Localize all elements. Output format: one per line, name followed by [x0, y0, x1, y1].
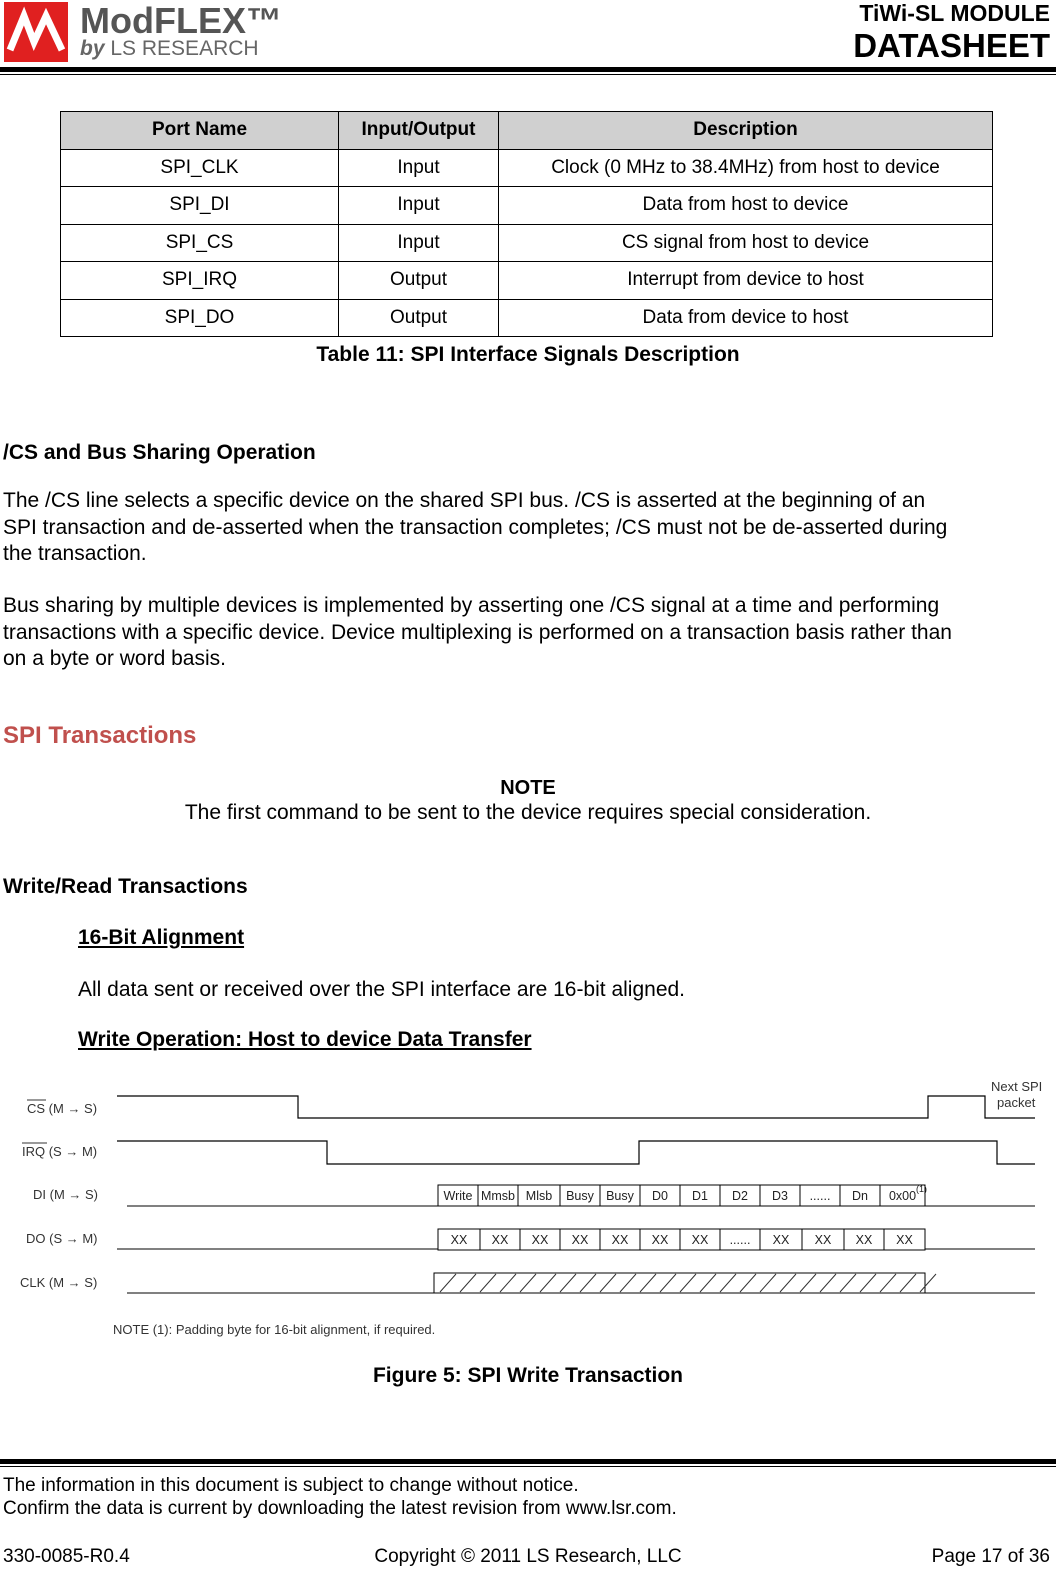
clk-hatch-stroke — [660, 1274, 676, 1292]
clk-hatch-stroke — [900, 1274, 916, 1292]
footer-rule-thick — [0, 1459, 1056, 1464]
direction-cell: Input — [339, 224, 499, 262]
clk-hatch-stroke — [500, 1274, 516, 1292]
clk-hatch-stroke — [460, 1274, 476, 1292]
clk-hatch-stroke — [620, 1274, 636, 1292]
next-packet-label-1: Next SPI — [991, 1079, 1043, 1094]
clk-hatch-stroke — [580, 1274, 596, 1292]
figure-note: NOTE (1): Padding byte for 16-bit alignment, if required. — [113, 1322, 436, 1337]
cs-paragraph-2 — [3, 593, 1051, 673]
port-name-cell: SPI_CS — [61, 224, 339, 262]
clk-hatch-stroke — [880, 1274, 896, 1292]
irq-waveform — [117, 1141, 1035, 1164]
clk-hatch-stroke — [640, 1274, 656, 1292]
spi-write-timing-diagram — [10, 1075, 1050, 1345]
cs-waveform — [117, 1096, 1035, 1118]
module-name: TiWi-SL MODULE — [859, 0, 1050, 26]
di-cell-label: Busy — [566, 1189, 594, 1203]
clk-hatch-stroke — [440, 1274, 456, 1292]
note-title: NOTE — [500, 777, 556, 799]
clk-hatch-stroke — [480, 1274, 496, 1292]
header-description: Description — [499, 112, 993, 150]
do-cells-group — [451, 1229, 914, 1250]
do-cell-label: XX — [896, 1233, 913, 1247]
di-cell-label: Write — [443, 1189, 473, 1203]
di-cell-label: Mmsb — [480, 1189, 516, 1203]
di-cell-label: ...... — [809, 1189, 831, 1203]
header-rule-thick — [0, 67, 1056, 72]
description-cell: Data from host to device — [499, 187, 993, 225]
port-name-cell: SPI_CLK — [61, 149, 339, 187]
direction-cell: Output — [339, 262, 499, 300]
do-cell-label: XX — [651, 1233, 669, 1247]
table-row — [61, 187, 993, 225]
do-bus-frame — [438, 1229, 925, 1250]
description-cell: Data from device to host — [499, 299, 993, 337]
direction-cell: Output — [339, 299, 499, 337]
do-cell-label: XX — [691, 1233, 709, 1247]
footer-notice-2: Confirm the data is current by downloading the latest revision from www.lsr.com. — [3, 1498, 677, 1519]
header-rule-thin — [0, 74, 1056, 75]
brand-sub — [80, 37, 259, 61]
do-cell-label: XX — [571, 1233, 589, 1247]
table-row — [61, 149, 993, 187]
spi-signal-table — [60, 111, 993, 337]
clk-hatch-stroke — [780, 1274, 796, 1292]
di-cells-group — [444, 1184, 927, 1206]
clk-hatch-stroke — [800, 1274, 816, 1292]
brand-name: ModFLEX™ — [80, 0, 282, 41]
table-row — [61, 224, 993, 262]
do-cell-label: XX — [855, 1233, 873, 1247]
footer-notice-1: The information in this document is subject to change without notice. — [3, 1475, 579, 1496]
clk-hatch-stroke — [520, 1274, 536, 1292]
description-cell: Interrupt from device to host — [499, 262, 993, 300]
di-cell-label: D0 — [652, 1189, 668, 1203]
paragraph-line: SPI transaction and de-asserted when the transaction completes; /CS must not be de-asserted during — [3, 515, 948, 539]
cs-signal-label: CS (M → S) — [27, 1101, 98, 1116]
brand-by: by — [80, 37, 105, 60]
clk-hatch-stroke — [540, 1274, 556, 1292]
next-packet-label-2: packet — [997, 1095, 1036, 1110]
clk-hatch-stroke — [680, 1274, 696, 1292]
di-cell-label: Mlsb — [525, 1189, 553, 1203]
cs-section-title: /CS and Bus Sharing Operation — [3, 441, 316, 464]
clk-hatch-group — [440, 1274, 936, 1292]
di-cell-label: D1 — [692, 1189, 708, 1203]
port-name-cell: SPI_IRQ — [61, 262, 339, 300]
doc-number: 330-0085-R0.4 — [3, 1546, 130, 1567]
clk-hatch-stroke — [820, 1274, 836, 1292]
direction-cell: Input — [339, 187, 499, 225]
di-cell-label: Dn — [852, 1189, 868, 1203]
clk-hatch-stroke — [840, 1274, 856, 1292]
paragraph-line: Bus sharing by multiple devices is implemented by asserting one /CS signal at a time and performing — [3, 594, 940, 617]
description-cell: CS signal from host to device — [499, 224, 993, 262]
spi-transactions-title: SPI Transactions — [3, 722, 197, 749]
figure-caption: Figure 5: SPI Write Transaction — [372, 1364, 684, 1387]
do-cell-label: XX — [491, 1233, 509, 1247]
description-cell: Clock (0 MHz to 38.4MHz) from host to device — [499, 149, 993, 187]
header-input-output: Input/Output — [339, 112, 499, 150]
di-cell-label: Busy — [606, 1189, 634, 1203]
clk-hatch-stroke — [920, 1274, 936, 1292]
port-name-cell: SPI_DI — [61, 187, 339, 225]
do-cell-label: ...... — [729, 1233, 751, 1247]
clk-hatch-stroke — [860, 1274, 876, 1292]
alignment-text: All data sent or received over the SPI interface are 16-bit aligned. — [78, 978, 686, 1001]
direction-cell: Input — [339, 149, 499, 187]
alignment-title: 16-Bit Alignment — [78, 926, 245, 949]
copyright: Copyright © 2011 LS Research, LLC — [374, 1546, 682, 1567]
table-caption: Table 11: SPI Interface Signals Description — [316, 343, 740, 366]
di-signal-label: DI (M → S) — [33, 1187, 98, 1202]
note-text: The first command to be sent to the device requires special consideration. — [184, 801, 872, 824]
brand-company: LS RESEARCH — [110, 37, 259, 60]
port-name-cell: SPI_DO — [61, 299, 339, 337]
do-cell-label: XX — [531, 1233, 549, 1247]
table-row — [61, 262, 993, 300]
table-header-row — [61, 112, 993, 150]
header-port-name: Port Name — [61, 112, 339, 150]
di-cell-label: D2 — [732, 1189, 748, 1203]
do-cell-label: XX — [450, 1233, 468, 1247]
paragraph-line: on a byte or word basis. — [3, 647, 226, 670]
di-padding-superscript: (1) — [916, 1184, 927, 1194]
table-row — [61, 299, 993, 337]
doc-type: DATASHEET — [853, 27, 1050, 64]
page-header — [0, 0, 1056, 76]
clk-hatch-stroke — [740, 1274, 756, 1292]
di-cell-label: D3 — [772, 1189, 788, 1203]
cs-paragraph-1 — [3, 488, 1051, 568]
clk-hatch-stroke — [720, 1274, 736, 1292]
clk-hatch-stroke — [560, 1274, 576, 1292]
paragraph-line: the transaction. — [3, 542, 147, 565]
write-operation-title: Write Operation: Host to device Data Transfer — [78, 1028, 532, 1051]
write-read-title: Write/Read Transactions — [3, 875, 248, 898]
footer-rule-thin — [0, 1466, 1056, 1467]
clk-hatch-stroke — [600, 1274, 616, 1292]
do-cell-label: XX — [772, 1233, 790, 1247]
clk-hatch-stroke — [760, 1274, 776, 1292]
di-cell-label: 0x00 — [888, 1189, 917, 1203]
do-cell-label: XX — [611, 1233, 629, 1247]
clk-signal-label: CLK (M → S) — [20, 1275, 98, 1290]
irq-signal-label: IRQ (S → M) — [22, 1144, 98, 1159]
paragraph-line: The /CS line selects a specific device on the shared SPI bus. /CS is asserted at the beginning of an — [3, 489, 926, 512]
modflex-logo-icon — [4, 2, 68, 62]
page-number: Page 17 of 36 — [931, 1546, 1050, 1567]
paragraph-line: transactions with a specific device. Device multiplexing is performed on a transaction basis rather than — [3, 620, 952, 644]
do-signal-label: DO (S → M) — [26, 1231, 98, 1246]
clk-hatch-stroke — [700, 1274, 716, 1292]
do-cell-label: XX — [814, 1233, 832, 1247]
